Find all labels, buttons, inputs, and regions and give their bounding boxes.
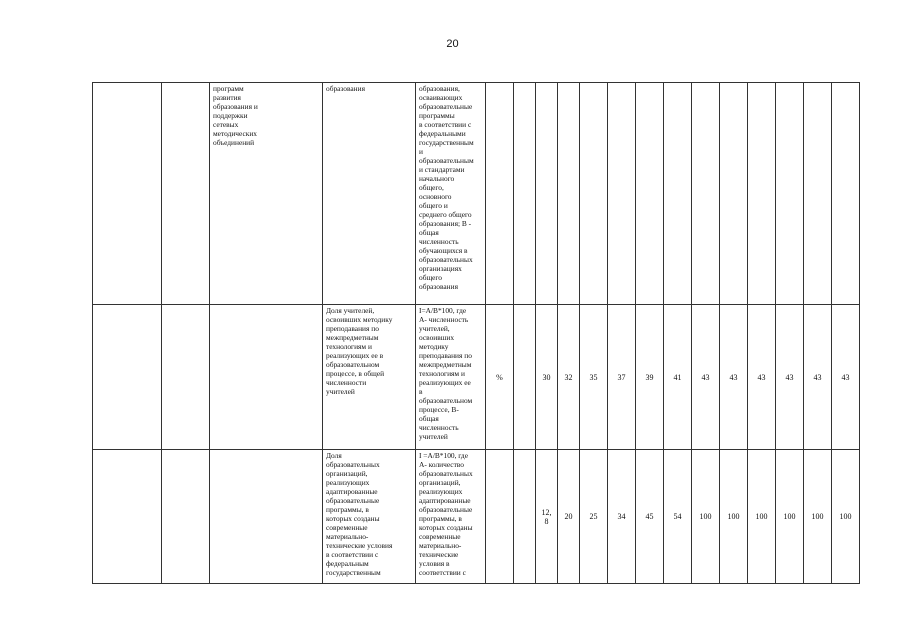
cell-activity [210, 305, 323, 450]
cell-value: 37 [608, 305, 636, 450]
cell-value: 12, 8 [536, 450, 558, 584]
text-line: условия в [419, 559, 450, 568]
cell-value: 25 [580, 450, 608, 584]
text-line: которых созданы [419, 523, 473, 532]
text-line: осваивающих [419, 93, 463, 102]
cell-value: 43 [804, 305, 832, 450]
text-line: федеральным [326, 559, 369, 568]
text-line: общая [419, 414, 439, 423]
text-line: образования [419, 282, 458, 291]
text-line: численности [326, 378, 367, 387]
text-line: технологиям и [419, 369, 465, 378]
cell-value: 35 [580, 305, 608, 450]
cell-empty [162, 305, 210, 450]
cell-empty [93, 83, 162, 305]
text-line: общая [419, 228, 439, 237]
text-line: в [419, 387, 423, 396]
text-line: основного [419, 192, 452, 201]
cell-empty [93, 450, 162, 584]
text-line: общего и [419, 201, 448, 210]
cell-value [514, 450, 536, 584]
text-line: реализующих ее в [326, 351, 384, 360]
text-line: I =А/В*100, где [419, 451, 468, 460]
cell-value [664, 83, 692, 305]
cell-value: 100 [804, 450, 832, 584]
text-line: процессе, В- [419, 405, 459, 414]
text-line: объединений [213, 138, 255, 147]
cell-value: 100 [720, 450, 748, 584]
text-line: А- численность [419, 315, 469, 324]
text-line: программы, в [326, 505, 369, 514]
cell-value: 100 [776, 450, 804, 584]
text-line: технологиям и [326, 342, 372, 351]
text-line: образовательных [419, 469, 473, 478]
text-line: технические [419, 550, 459, 559]
text-line: межпредметным [326, 333, 379, 342]
text-line: численность [419, 423, 459, 432]
text-line: освоивших [419, 333, 455, 342]
cell-value [558, 83, 580, 305]
cell-value [514, 305, 536, 450]
text-line: процессе, в общей [326, 369, 385, 378]
text-line: образовательные [419, 505, 473, 514]
text-line: численность [419, 237, 459, 246]
text-line: федеральными [419, 129, 466, 138]
text-line: учителей [419, 432, 448, 441]
text-line: методику [419, 342, 449, 351]
cell-value: 41 [664, 305, 692, 450]
text-line: в соответствии с [326, 550, 379, 559]
text-line: организаций, [419, 478, 461, 487]
text-line: обучающихся в [419, 246, 468, 255]
cell-value: 39 [636, 305, 664, 450]
text-line: преподавания по [419, 351, 472, 360]
text-line: межпредметным [419, 360, 472, 369]
text-line: программ [213, 84, 244, 93]
cell-unit [486, 83, 514, 305]
text-line: образовательным [419, 156, 474, 165]
cell-value: 43 [748, 305, 776, 450]
cell-formula [416, 305, 486, 450]
text-line: материально- [326, 532, 369, 541]
indicator-table [92, 82, 887, 584]
cell-value: 100 [832, 450, 860, 584]
text-line: и стандартами [419, 165, 465, 174]
cell-value: 100 [692, 450, 720, 584]
text-line: начального [419, 174, 455, 183]
text-line: современные [419, 532, 461, 541]
cell-value: 20 [558, 450, 580, 584]
text-line: в соответствии с [419, 120, 472, 129]
cell-value: 30 [536, 305, 558, 450]
cell-indicator-name [323, 450, 416, 584]
text-line: организациях [419, 264, 462, 273]
text-line: образовательные [326, 496, 380, 505]
text-line: методических [213, 129, 257, 138]
text-line: образовательных [326, 460, 380, 469]
cell-empty [93, 305, 162, 450]
text-line: образовательных [419, 255, 473, 264]
cell-value [776, 83, 804, 305]
table-row [93, 83, 887, 305]
text-line: сетевых [213, 120, 239, 129]
cell-value [692, 83, 720, 305]
text-line: которых созданы [326, 514, 380, 523]
text-line: реализующих [419, 487, 463, 496]
text-line: образовательном [419, 396, 473, 405]
cell-value [580, 83, 608, 305]
text-line: образования [326, 84, 365, 93]
cell-value: 34 [608, 450, 636, 584]
cell-value [720, 83, 748, 305]
cell-empty [162, 83, 210, 305]
cell-unit: % [486, 305, 514, 450]
cell-value [536, 83, 558, 305]
table-row [93, 450, 887, 584]
text-line: освоивших методику [326, 315, 393, 324]
text-line: образовательные [419, 102, 473, 111]
cell-indicator-name [323, 83, 416, 305]
text-line: учителей, [419, 324, 450, 333]
cell-value: 100 [748, 450, 776, 584]
text-line: общего, [419, 183, 444, 192]
cell-value [514, 83, 536, 305]
cell-value: 43 [720, 305, 748, 450]
cell-activity [210, 83, 323, 305]
text-line: организаций, [326, 469, 368, 478]
text-line: современные [326, 523, 368, 532]
text-line: реализующих [326, 478, 370, 487]
text-line: общего [419, 273, 442, 282]
text-line: образования и [213, 102, 258, 111]
text-line: соответствии с [419, 568, 466, 577]
cell-value [748, 83, 776, 305]
text-line: Доля [326, 451, 342, 460]
cell-activity [210, 450, 323, 584]
text-line: I=А/В*100, где [419, 306, 467, 315]
table-row [93, 305, 887, 450]
text-line: адаптированные [326, 487, 378, 496]
cell-value [832, 83, 860, 305]
text-line: образования; В - [419, 219, 472, 228]
text-line: технические условия [326, 541, 393, 550]
cell-value [636, 83, 664, 305]
text-line: А- количество [419, 460, 464, 469]
cell-value: 43 [776, 305, 804, 450]
cell-value [608, 83, 636, 305]
cell-value [804, 83, 832, 305]
text-line: и [419, 147, 423, 156]
text-line: программы, в [419, 514, 462, 523]
text-line: среднего общего [419, 210, 472, 219]
text-line: преподавания по [326, 324, 379, 333]
cell-indicator-name [323, 305, 416, 450]
text-line: Доля учителей, [326, 306, 375, 315]
text-line: развития [213, 93, 241, 102]
cell-empty [162, 450, 210, 584]
cell-unit [486, 450, 514, 584]
text-line: учителей [326, 387, 355, 396]
cell-value: 54 [664, 450, 692, 584]
cell-value: 45 [636, 450, 664, 584]
text-line: образовательном [326, 360, 380, 369]
text-line: реализующих ее [419, 378, 471, 387]
text-line: образования, [419, 84, 460, 93]
text-line: адаптированные [419, 496, 471, 505]
text-line: государственным [419, 138, 474, 147]
cell-value: 43 [832, 305, 860, 450]
cell-value: 43 [692, 305, 720, 450]
cell-value: 32 [558, 305, 580, 450]
cell-formula [416, 450, 486, 584]
text-line: поддержки [213, 111, 248, 120]
cell-formula [416, 83, 486, 305]
text-line: материально- [419, 541, 462, 550]
text-line: программы [419, 111, 455, 120]
text-line: государственным [326, 568, 381, 577]
page-number: 20 [446, 38, 459, 50]
